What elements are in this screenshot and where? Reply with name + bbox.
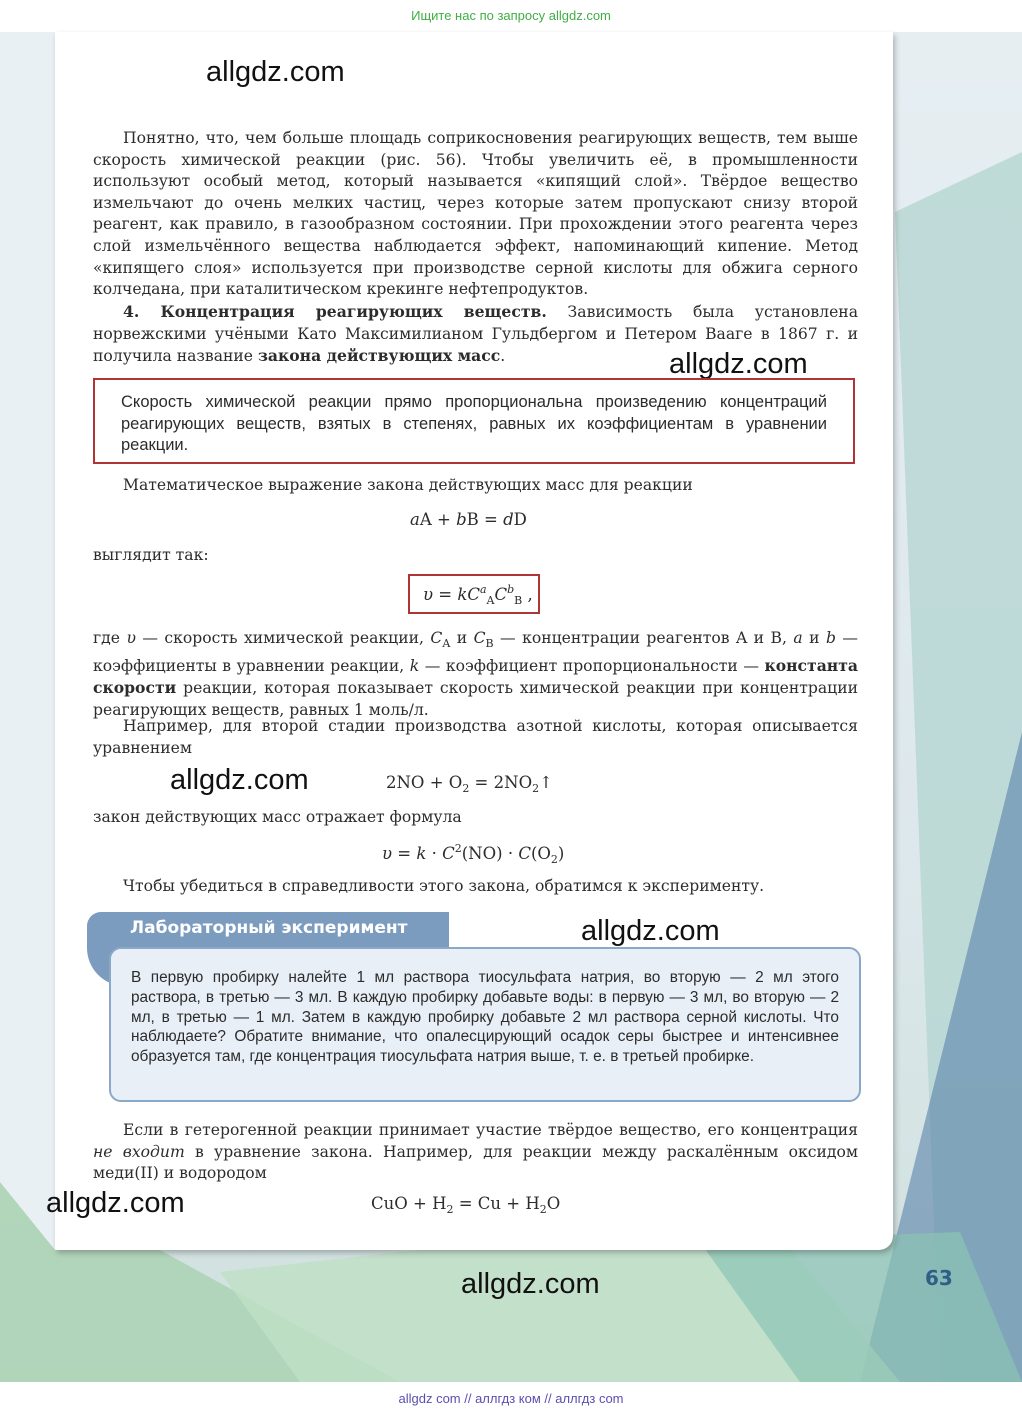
watermark-6: allgdz.com (461, 1268, 600, 1300)
bg-shape-light-left (0, 32, 55, 1250)
paragraph-law-formula-intro: закон действующих масс отражает формула (93, 808, 462, 826)
watermark-5: allgdz.com (46, 1187, 185, 1219)
lab-experiment-title: Лабораторный эксперимент (130, 918, 408, 938)
emphasis-not-included: не входит (93, 1142, 185, 1161)
section-heading-concentration: 4. Концентрация реагирующих веществ. (123, 302, 547, 321)
paragraph-math-expression: Математическое выражение закона действующих масс для реакции (123, 476, 693, 494)
paragraph-definitions: где υ — скорость химической реакции, $C_A$ и $C_B$ — концентрации реагентов A и B, a и b — коэффициенты в уравнении реакции, k — коэффициент пропорциональности — константа скорости реакции, которая показывает скорость химической реакции при концентрации реагирующих веществ, равных 1 моль/л. (93, 629, 859, 719)
watermark-1: allgdz.com (206, 56, 345, 88)
term-rate-constant: константа скорости (93, 655, 858, 698)
watermark-2: allgdz.com (669, 348, 808, 380)
paragraph-concentration-end: . (500, 347, 506, 366)
rule-box: Скорость химической реакции прямо пропорциональна произведению концентраций реагирующих веществ, взятых в степенях, равных их коэффициентам в уравнении реакции. (93, 378, 855, 464)
rate-law-formula: $\upsilon = kC^a_AC^b_B$ , (423, 583, 533, 607)
top-banner[interactable]: Ищите нас по запросу allgdz.com (411, 8, 611, 23)
watermark-4: allgdz.com (581, 915, 720, 947)
no-oxidation-equation: $2NO + O_2$ = $2NO_2↑$ (386, 773, 553, 795)
page-number: 63 (925, 1266, 953, 1290)
term-mass-action-law: закона действующих масс (257, 346, 501, 366)
paragraph-fluidized-bed: Понятно, что, чем больше площадь соприкосновения реагирующих веществ, тем выше скорость химической реакции (рис. 56). Чтобы увеличить её, в промышленности используют особый метод, который называется «кипящий слой». Твёрдое вещество измельчают до очень мелких частиц, через которые затем пропускают снизу второй реагент, как правило, в газообразном состоянии. При прохождении этого реагента через слой измельчённого вещества наблюдается эффект, напоминающий кипение. Метод «кипящего слоя» используется при производстве серной кислоты для обжига серного колчедана, при каталитическом крекинге нефтепродуктов. (93, 129, 858, 299)
reaction-equation: aA + bB = dD (410, 510, 527, 529)
cuo-reduction-equation: CuO + $H_2 = Cu + H_2O$ (371, 1194, 561, 1216)
paragraph-heterogeneous: Если в гетерогенной реакции принимает участие твёрдое вещество, его концентрация не входит в уравнение закона. Например, для реакции между раскалённым оксидом меди(II) и водородом (93, 1121, 858, 1183)
paragraph-experiment-intro: Чтобы убедиться в справедливости этого закона, обратимся к эксперименту. (123, 877, 765, 895)
paragraph-concentration-text: Зависимость была установлена норвежскими учёными Като Максимилианом Гульдбергом и Петером Вааге в 1867 г. и получила название (93, 303, 858, 366)
no-rate-formula: $\upsilon = k \cdot C^2(NO) \cdot C(O_2)$ (382, 842, 565, 866)
watermark-3: allgdz.com (170, 764, 309, 796)
bottom-banner[interactable]: allgdz com // аллгдз ком // аллгдз com (0, 1382, 1022, 1415)
paragraph-example-nitric: Например, для второй стадии производства азотной кислоты, которая описывается уравнением (93, 717, 858, 757)
lab-experiment-box: В первую пробирку налейте 1 мл раствора тиосульфата натрия, во вторую — 2 мл этого раствора, в третью — 3 мл. В каждую пробирку добавьте воды: в первую — 3 мл, во вторую — 2 мл, в третью — 1 мл. Затем в каждую пробирку добавьте 2 мл раствора серной кислоты. Что наблюдаете? Обратите внимание, что опалесцирующий осадок серы быстрее и интенсивнее образуется там, где концентрация тиосульфата натрия выше, т. е. в третьей пробирке. (109, 947, 861, 1102)
paragraph-looks-like: выглядит так: (93, 546, 209, 564)
